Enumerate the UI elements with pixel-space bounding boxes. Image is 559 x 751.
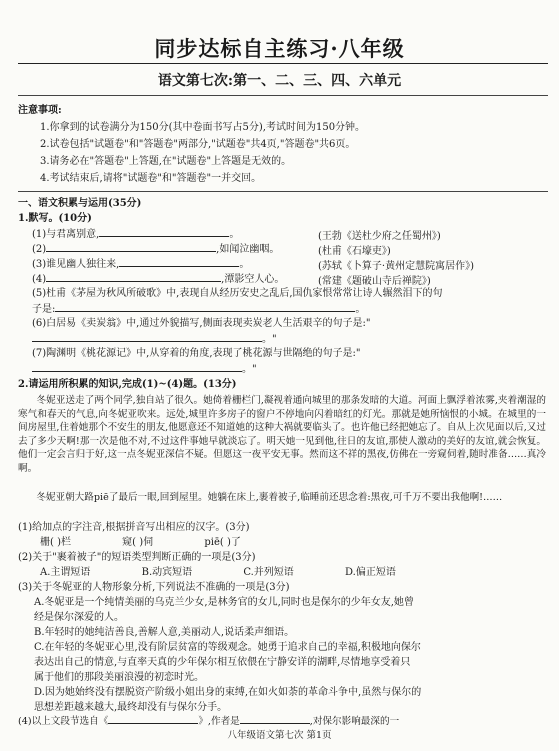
- dictation-q7: (7)陶渊明《桃花源记》中,从穿着的角度,表现了桃花源与世隔绝的句子是:": [32, 348, 361, 359]
- option-line: 经是保尔深爱的人。: [34, 612, 124, 623]
- answer-blank[interactable]: [46, 242, 216, 252]
- option-a[interactable]: A.主谓短语: [40, 567, 91, 578]
- notice-item: 3.请务必在"答题卷"上答题,在"试题卷"上答题是无效的。: [40, 156, 292, 167]
- question-2-label: 2.请运用所积累的知识,完成(1)~(4)题。(13分): [18, 379, 237, 390]
- option-line[interactable]: D.因为她始终没有摆脱资产阶级小姐出身的束缚,在如火如荼的革命斗争中,虽然与保尔的: [34, 687, 422, 698]
- dictation-line-3: (3)谁见幽人独往来, 。: [32, 259, 250, 270]
- notice-item: 1.你拿到的试卷满分为150分(其中卷面书写占5分),考试时间为150分钟。: [40, 122, 366, 133]
- reading-passage: 冬妮亚送走了两个同学,独自站了很久。她倚着栅栏门,凝视着通向城里的那条发暗的大道。河面上飘浮着浓雾,夹着潮湿的寒气和春天的气息,向冬妮亚吹来。远处,城里许多房子的窗户不停地向闪着暗红的灯光。那就是她所恼恨的小城。在城里的一间房屋里,住着她那个不安生的朋友,他愿意还不知道她的这种大祸就要临头了。也许他已经把她忘了。自从上次见面以后,又过去了多少天啊!那一次是他不对,不过这件事她早就淡忘了。明天她一见到他,往日的友谊,那使人激动的美好的友谊,就会恢复。他们一定会言归于好,这一点冬妮亚深信不疑。但愿这一夜平安无事。然而这不祥的黑夜,仿佛在一旁窥伺着,随时准备……真冷啊。: [18, 395, 546, 474]
- answer-blank[interactable]: [32, 362, 242, 372]
- dictation-line-1: (1)与君离别意, 。: [32, 229, 240, 240]
- title-divider: [18, 63, 548, 64]
- page-subtitle: 语文第七次:第一、二、三、四、六单元: [157, 73, 402, 89]
- dictation-line-2: (2) ,如闻泣幽咽。: [32, 244, 280, 255]
- reading-passage-2: 冬妮亚朝大路piē了最后一眼,回到屋里。她躺在床上,裹着被子,临睡前还思念着:黑夜,可千万不要出我他啊!……: [18, 492, 503, 503]
- dictation-source: (常建《题破山寺后禅院》): [318, 276, 431, 287]
- dictation-q6-cont: 。": [32, 332, 559, 346]
- option-b[interactable]: B.动宾短语: [141, 567, 193, 578]
- answer-blank[interactable]: [240, 714, 310, 724]
- dictation-source: (杜甫《石壕吏》): [318, 246, 391, 257]
- subquestion-3: (3)关于冬妮亚的人物形象分析,下列说法不准确的一项是(3分): [18, 582, 290, 593]
- answer-blank[interactable]: [32, 332, 262, 342]
- question-1-label: 1.默写。(10分): [18, 213, 92, 224]
- page-footer: 八年级语文第七次 第1页: [227, 730, 332, 741]
- answer-blank[interactable]: [46, 272, 221, 282]
- dictation-q6: (6)白居易《卖炭翁》中,通过外貌描写,侧面表现卖炭老人生活艰辛的句子是:": [32, 318, 371, 329]
- option-line: 属于他们的那段美丽浪漫的初恋时光。: [34, 672, 204, 683]
- dictation-q5: (5)杜甫《茅屋为秋风所破歌》中,表现自从经历安史之乱后,国仇家恨常常让诗人辗然泪下的句: [32, 288, 443, 299]
- subquestion-2: (2)关于"裹着被子"的短语类型判断正确的一项是(3分): [18, 552, 256, 563]
- answer-blank[interactable]: [99, 227, 229, 237]
- answer-blank[interactable]: [119, 257, 239, 267]
- section-heading: 一、语文积累与运用(35分): [18, 198, 142, 209]
- subquestion-4: (4)以上文段节选自《 》,作者是 ,对保尔影响最深的一: [18, 716, 400, 727]
- page-title: 同步达标自主练习·八年级: [154, 36, 405, 61]
- subquestion-1: (1)给加点的字注音,根据拼音写出相应的汉字。(3分): [18, 522, 250, 533]
- option-line[interactable]: B.年轻时的她纯洁善良,善解人意,美丽动人,说话柔声细语。: [34, 627, 295, 638]
- option-line[interactable]: A.冬妮亚是一个纯情美丽的乌克兰少女,是林务官的女儿,同时也是保尔的少年女友,她曾: [34, 597, 414, 608]
- dictation-source: (王勃《送杜少府之任蜀州》): [318, 231, 441, 242]
- pinyin-items: 栅( )栏 窥( )伺 piē( )了: [40, 537, 241, 548]
- notice-heading: 注意事项:: [18, 105, 62, 116]
- notice-divider: [18, 191, 548, 192]
- subtitle-divider: [18, 95, 548, 96]
- option-c[interactable]: C.并列短语: [243, 567, 294, 578]
- notice-item: 2.试卷包括"试题卷"和"答题卷"两部分,"试题卷"共4页,"答题卷"共6页。: [40, 139, 356, 150]
- option-line: 表达出自己的情意,与直率天真的少年保尔相互依偎在宁静安详的湖畔,尽情地享受着只: [34, 657, 411, 668]
- option-d[interactable]: D.偏正短语: [344, 567, 396, 578]
- answer-blank[interactable]: [55, 302, 355, 312]
- answer-blank[interactable]: [108, 714, 198, 724]
- dictation-line-4: (4) ,潭影空人心。: [32, 274, 285, 285]
- dictation-q5-cont: 子是: 。: [32, 304, 366, 315]
- notice-item: 4.考试结束后,请将"试题卷"和"答题卷"一并交回。: [40, 173, 262, 184]
- subquestion-2-options: [40, 566, 559, 579]
- dictation-source: (苏轼《卜算子·黄州定慧院寓居作》): [318, 261, 474, 272]
- option-line: 思想差距越来越大,最终却没有与保尔分手。: [34, 702, 228, 713]
- dictation-q7-cont: 。": [32, 362, 559, 376]
- option-line[interactable]: C.在年轻的冬妮亚心里,没有阶层贫富的等级观念。她勇于追求自己的幸福,积极地向保尔: [34, 642, 421, 653]
